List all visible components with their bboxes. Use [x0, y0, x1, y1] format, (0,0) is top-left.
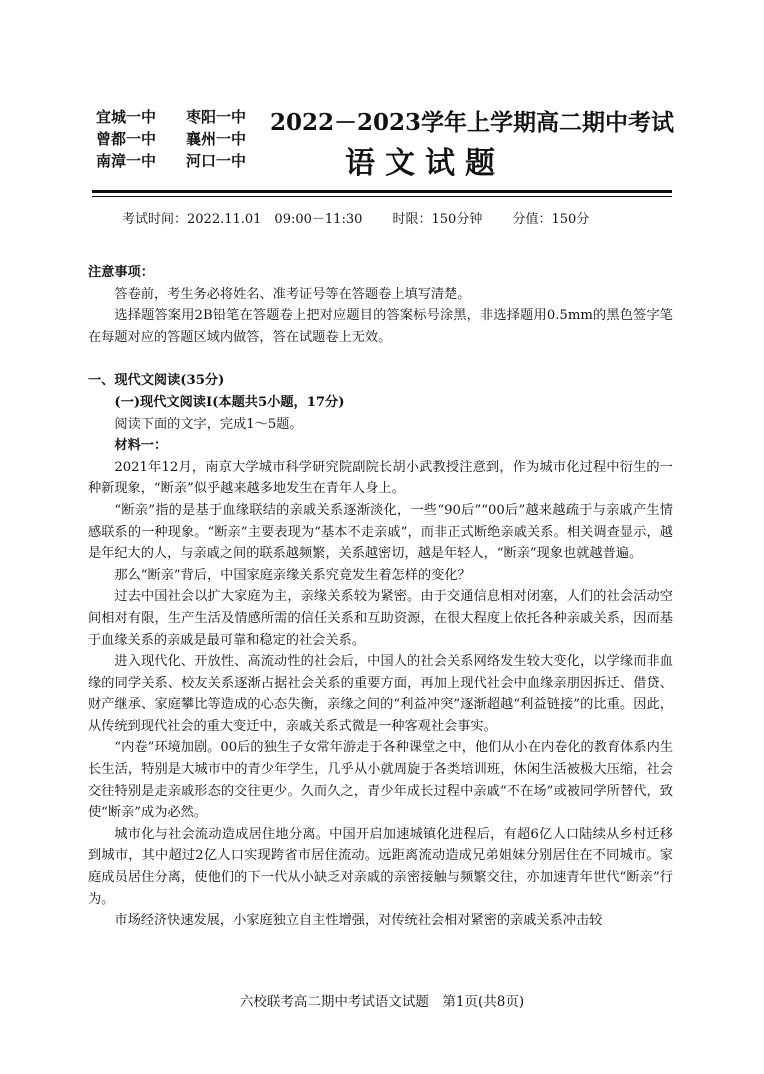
header-divider — [92, 196, 672, 197]
passage-paragraph: 过去中国社会以扩大家庭为主，亲缘关系较为紧密。由于交通信息相对闭塞，人们的社会活动空间相对有限，生产生活及情感所需的信任关系和互助资源，在很大程度上依托各种亲戚关系，因而基于血缘关系的亲戚是最可靠和稳定的社会关系。 — [88, 589, 673, 648]
exam-meta — [122, 208, 682, 227]
exam-title: 2022－2023学年上学期高二期中考试 — [270, 109, 675, 136]
passage-paragraph: “内卷”环境加剧。00后的独生子女常年游走于各种课堂之中，他们从小在内卷化的教育体系内生长生活，特别是大城市中的青少年学生，几乎从小就周旋于各类培训班，休闲生活被极大压缩，社会交往特别是走亲戚形态的交往更少。久而久之，青少年成长过程中亲戚“不在场”或被同学所替代，致使“断亲”成为必然。 — [88, 740, 673, 821]
exam-content — [88, 262, 673, 932]
school-name: 曾都一中 — [96, 130, 157, 148]
section-title: 一、现代文阅读(35分) — [88, 373, 225, 389]
passage-paragraph: 市场经济快速发展，小家庭独立自主性增强，对传统社会相对紧密的亲戚关系冲击较 — [114, 913, 603, 929]
passage-paragraph: 那么“断亲”背后，中国家庭亲缘关系究竟发生着怎样的变化？ — [114, 567, 471, 583]
notice-item: 答卷前，考生务必将姓名、准考证号等在答题卷上填写清楚。 — [114, 286, 471, 302]
exam-duration: 时限：150分钟 — [392, 212, 483, 227]
section-instruction: 阅读下面的文字，完成1～5题。 — [114, 416, 303, 432]
spacer — [88, 348, 673, 370]
passage-paragraph: 进入现代化、开放性、高流动性的社会后，中国人的社会关系网络发生较大变化，以学缘而非血缘的同学关系、校友关系逐渐占据社会关系的重要方面，再加上现代社会中血缘亲朋因拆迁、借贷、财产继承、家庭攀比等造成的心态失衡，亲缘之间的“利益冲突”逐渐超越“利益链接”的比重。因此，从传统到现代社会的重大变迁中，亲戚关系式微是一种客观社会事实。 — [88, 654, 673, 734]
school-name: 襄州一中 — [186, 130, 247, 148]
exam-time: 考试时间：2022.11.01 09:00－11:30 — [122, 212, 363, 227]
passage-paragraph: “断亲”指的是基于血缘联结的亲戚关系逐渐淡化，一些“90后”“00后”越来越疏于与亲戚产生情感联系的一种现象。“断亲”主要表现为“基本不走亲戚”，而非正式断绝亲戚关系。相关调查显示，越是年纪大的人，与亲戚之间的联系越频繁，关系越密切，越是年轻人，“断亲”现象也就越普遍。 — [88, 502, 673, 562]
school-name: 枣阳一中 — [186, 108, 247, 126]
section-subtitle: (一)现代文阅读Ⅰ(本题共5小题，17分) — [114, 394, 345, 410]
exam-score: 分值：150分 — [512, 212, 590, 227]
exam-header — [0, 96, 764, 186]
notice-item: 选择题答案用2B铅笔在答题卷上把对应题目的答案标号涂黑，非选择题用0.5mm的黑色签字笔在每题对应的答题区域内做答，答在试题卷上无效。 — [88, 308, 673, 345]
school-name: 河口一中 — [186, 152, 247, 170]
passage-paragraph: 城市化与社会流动造成居住地分离。中国开启加速城镇化进程后，有超6亿人口陆续从乡村迁移到城市，其中超过2亿人口实现跨省市居住流动。远距离流动造成兄弟姐妹分别居住在不同城市。家庭成员居住分离，使他们的下一代从小缺乏对亲戚的亲密接触与频繁交往，亦加速青年世代“断亲”行为。 — [88, 826, 673, 907]
subject-title: 语文试题 — [345, 146, 505, 181]
material-label: 材料一： — [114, 438, 168, 454]
school-name: 宜城一中 — [96, 108, 157, 126]
passage-paragraph: 2021年12月，南京大学城市科学研究院副院长胡小武教授注意到，作为城市化过程中衍生的一种新现象，“断亲”似乎越来越多地发生在青年人身上。 — [88, 459, 673, 497]
school-name: 南漳一中 — [96, 152, 157, 170]
school-row — [96, 150, 276, 172]
school-list — [96, 106, 276, 172]
school-row — [96, 128, 276, 150]
school-row — [96, 106, 276, 128]
page-footer: 六校联考高二期中考试语文试题 第1页(共8页) — [239, 994, 525, 1010]
header-divider — [92, 190, 672, 193]
notice-heading: 注意事项： — [88, 265, 154, 280]
